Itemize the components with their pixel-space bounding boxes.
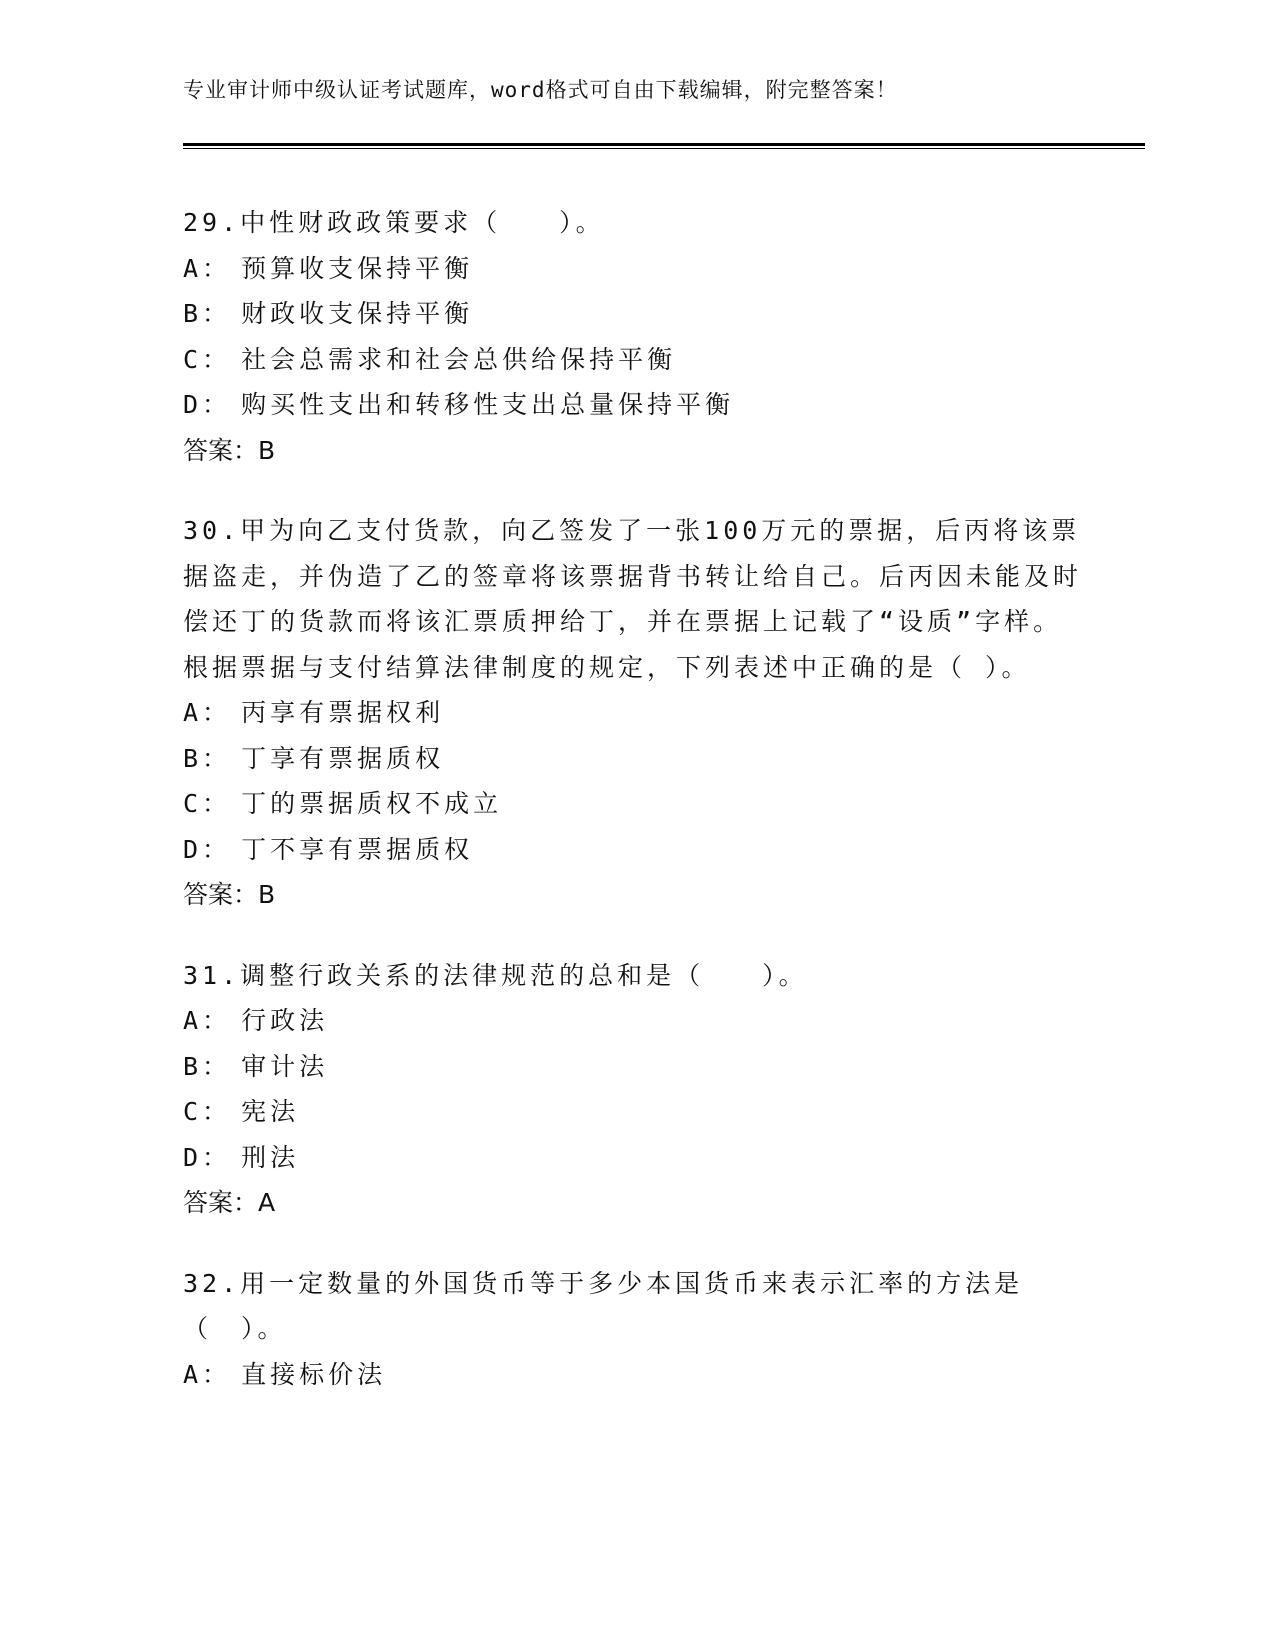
option-key: B： (183, 299, 232, 328)
option-text: 社会总需求和社会总供给保持平衡 (241, 344, 677, 374)
option-key: D： (183, 1142, 232, 1172)
option-text: 购买性支出和转移性支出总量保持平衡 (241, 390, 735, 419)
option-a (183, 1352, 1083, 1398)
option-text: 直接标价法 (241, 1359, 387, 1389)
option-key: C： (183, 344, 232, 374)
option-text: 丁的票据质权不成立 (241, 789, 503, 818)
question-29 (183, 200, 1083, 473)
option-key: A： (183, 253, 232, 283)
question-31 (183, 953, 1083, 1226)
option-key: D： (183, 834, 232, 864)
option-b (183, 1044, 1083, 1090)
header-rule-thick (183, 143, 1145, 146)
option-text: 预算收支保持平衡 (241, 253, 474, 283)
option-key: B： (183, 1051, 232, 1081)
option-b (183, 291, 1083, 337)
option-b (183, 736, 1083, 782)
option-key: C： (183, 789, 232, 818)
option-text: 刑法 (241, 1142, 300, 1172)
option-key: D： (183, 390, 232, 419)
answer-line: 答案：B (183, 880, 276, 909)
option-d (183, 1135, 1083, 1181)
question-stem: 32.用一定数量的外国货币等于多少本国货币来表示汇率的方法是（ ）。 (183, 1268, 1024, 1343)
option-a (183, 998, 1083, 1044)
option-text: 审计法 (241, 1051, 329, 1081)
answer-line: 答案：B (183, 435, 276, 465)
option-key: C： (183, 1097, 232, 1126)
question-30 (183, 508, 1083, 918)
option-a (183, 690, 1083, 736)
document-header: 专业审计师中级认证考试题库，word格式可自由下载编辑，附完整答案！ (183, 78, 898, 102)
answer-line: 答案：A (183, 1188, 276, 1217)
option-text: 丁不享有票据质权 (241, 834, 474, 864)
option-d (183, 382, 1083, 428)
question-stem: 30.甲为向乙支付货款，向乙签发了一张100万元的票据，后丙将该票据盗走，并伪造了乙的签章将该票据背书转让给自己。后丙因未能及时偿还丁的货款而将该汇票质押给丁，并在票据上记载了“设质”字样。根据票据与支付结算法律制度的规定，下列表述中正确的是（ ）。 (183, 516, 1083, 682)
option-text: 丙享有票据权利 (241, 698, 445, 727)
question-stem: 29.中性财政政策要求（ ）。 (183, 208, 605, 237)
question-list (183, 200, 1083, 1432)
header-rule-thin (183, 148, 1145, 149)
option-key: B： (183, 743, 232, 773)
question-stem: 31.调整行政关系的法律规范的总和是（ ）。 (183, 960, 808, 990)
option-text: 丁享有票据质权 (241, 743, 445, 773)
option-a (183, 246, 1083, 292)
option-c (183, 781, 1083, 827)
option-key: A： (183, 698, 232, 727)
option-text: 财政收支保持平衡 (241, 299, 474, 328)
option-c (183, 1089, 1083, 1135)
option-key: A： (183, 1359, 232, 1389)
option-text: 行政法 (241, 1006, 329, 1035)
question-32 (183, 1261, 1083, 1398)
option-d (183, 827, 1083, 873)
option-key: A： (183, 1006, 232, 1035)
option-c (183, 337, 1083, 383)
option-text: 宪法 (241, 1097, 300, 1126)
